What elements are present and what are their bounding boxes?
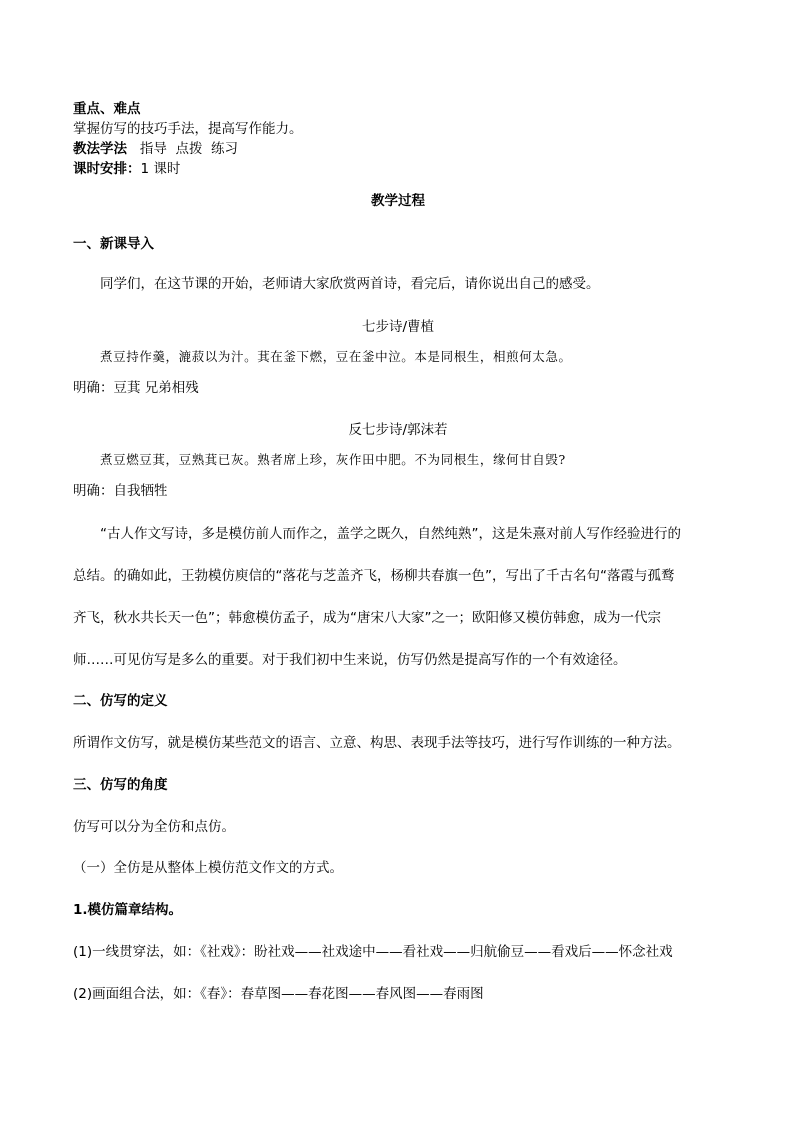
- section2-text: 所谓作文仿写，就是模仿某些范文的语言、立意、构思、表现手法等技巧，进行写作训练的一种方法。: [73, 735, 681, 751]
- section1-intro: 同学们，在这节课的开始，老师请大家欣赏两首诗，看完后，请你说出自己的感受。: [100, 276, 600, 292]
- poem2-text: 煮豆燃豆萁，豆熟萁已灰。熟者席上珍，灰作田中肥。不为同根生，缘何甘自毁?: [100, 452, 566, 467]
- note1: 明确：豆萁 兄弟相残: [73, 380, 199, 396]
- section3-item2: (2)画面组合法，如：《春》：春草图——春花图——春风图——春雨图: [73, 986, 484, 1002]
- paragraph-line-2: 总结。的确如此，王勃模仿庾信的“落花与芝盖齐飞，杨柳共春旗一色”，写出了千古名句“落霞与孤鹜: [73, 568, 675, 584]
- method-text: 指导 点拨 练习: [127, 141, 239, 157]
- paragraph-line-4: 师……可见仿写是多么的重要。对于我们初中生来说，仿写仍然是提高写作的一个有效途径。: [73, 652, 627, 668]
- poem1-title: 七步诗/曹植: [361, 319, 435, 335]
- schedule-text: 1 课时: [140, 161, 181, 177]
- section3-point1: 1.模仿篇章结构。: [73, 902, 183, 918]
- focus-text: 掌握仿写的技巧手法，提高写作能力。: [73, 121, 303, 137]
- section3-sub1: （一）全仿是从整体上模仿范文作文的方式。: [73, 860, 343, 876]
- schedule-label: 课时安排：: [73, 161, 141, 177]
- section2-title: 二、仿写的定义: [73, 693, 168, 709]
- section3-item1: (1)一线贯穿法，如：《社戏》：盼社戏——社戏途中——看社戏——归航偷豆——看戏后——怀念社戏: [73, 944, 673, 960]
- method-label: 教法学法: [73, 141, 127, 157]
- poem2-title: 反七步诗/郭沫若: [348, 422, 448, 438]
- section1-title: 一、新课导入: [73, 236, 154, 252]
- section3-text: 仿写可以分为全仿和点仿。: [73, 819, 235, 835]
- method-line: [73, 139, 723, 159]
- focus-title: 重点、难点: [73, 101, 141, 117]
- note2: 明确：自我牺牲: [73, 483, 168, 499]
- poem1-text: 煮豆持作羹，漉菽以为汁。萁在釜下燃，豆在釜中泣。本是同根生，相煎何太急。: [100, 349, 572, 364]
- paragraph-line-1: “古人作文写诗，多是模仿前人而作之，盖学之既久，自然纯熟”，这是朱熹对前人写作经验进行的: [100, 526, 681, 542]
- schedule-line: [73, 159, 723, 179]
- process-title: 教学过程: [371, 193, 425, 209]
- section3-title: 三、仿写的角度: [73, 777, 168, 793]
- paragraph-line-3: 齐飞，秋水共长天一色”；韩愈模仿孟子，成为“唐宋八大家”之一；欧阳修又模仿韩愈，成为一代宗: [73, 610, 661, 626]
